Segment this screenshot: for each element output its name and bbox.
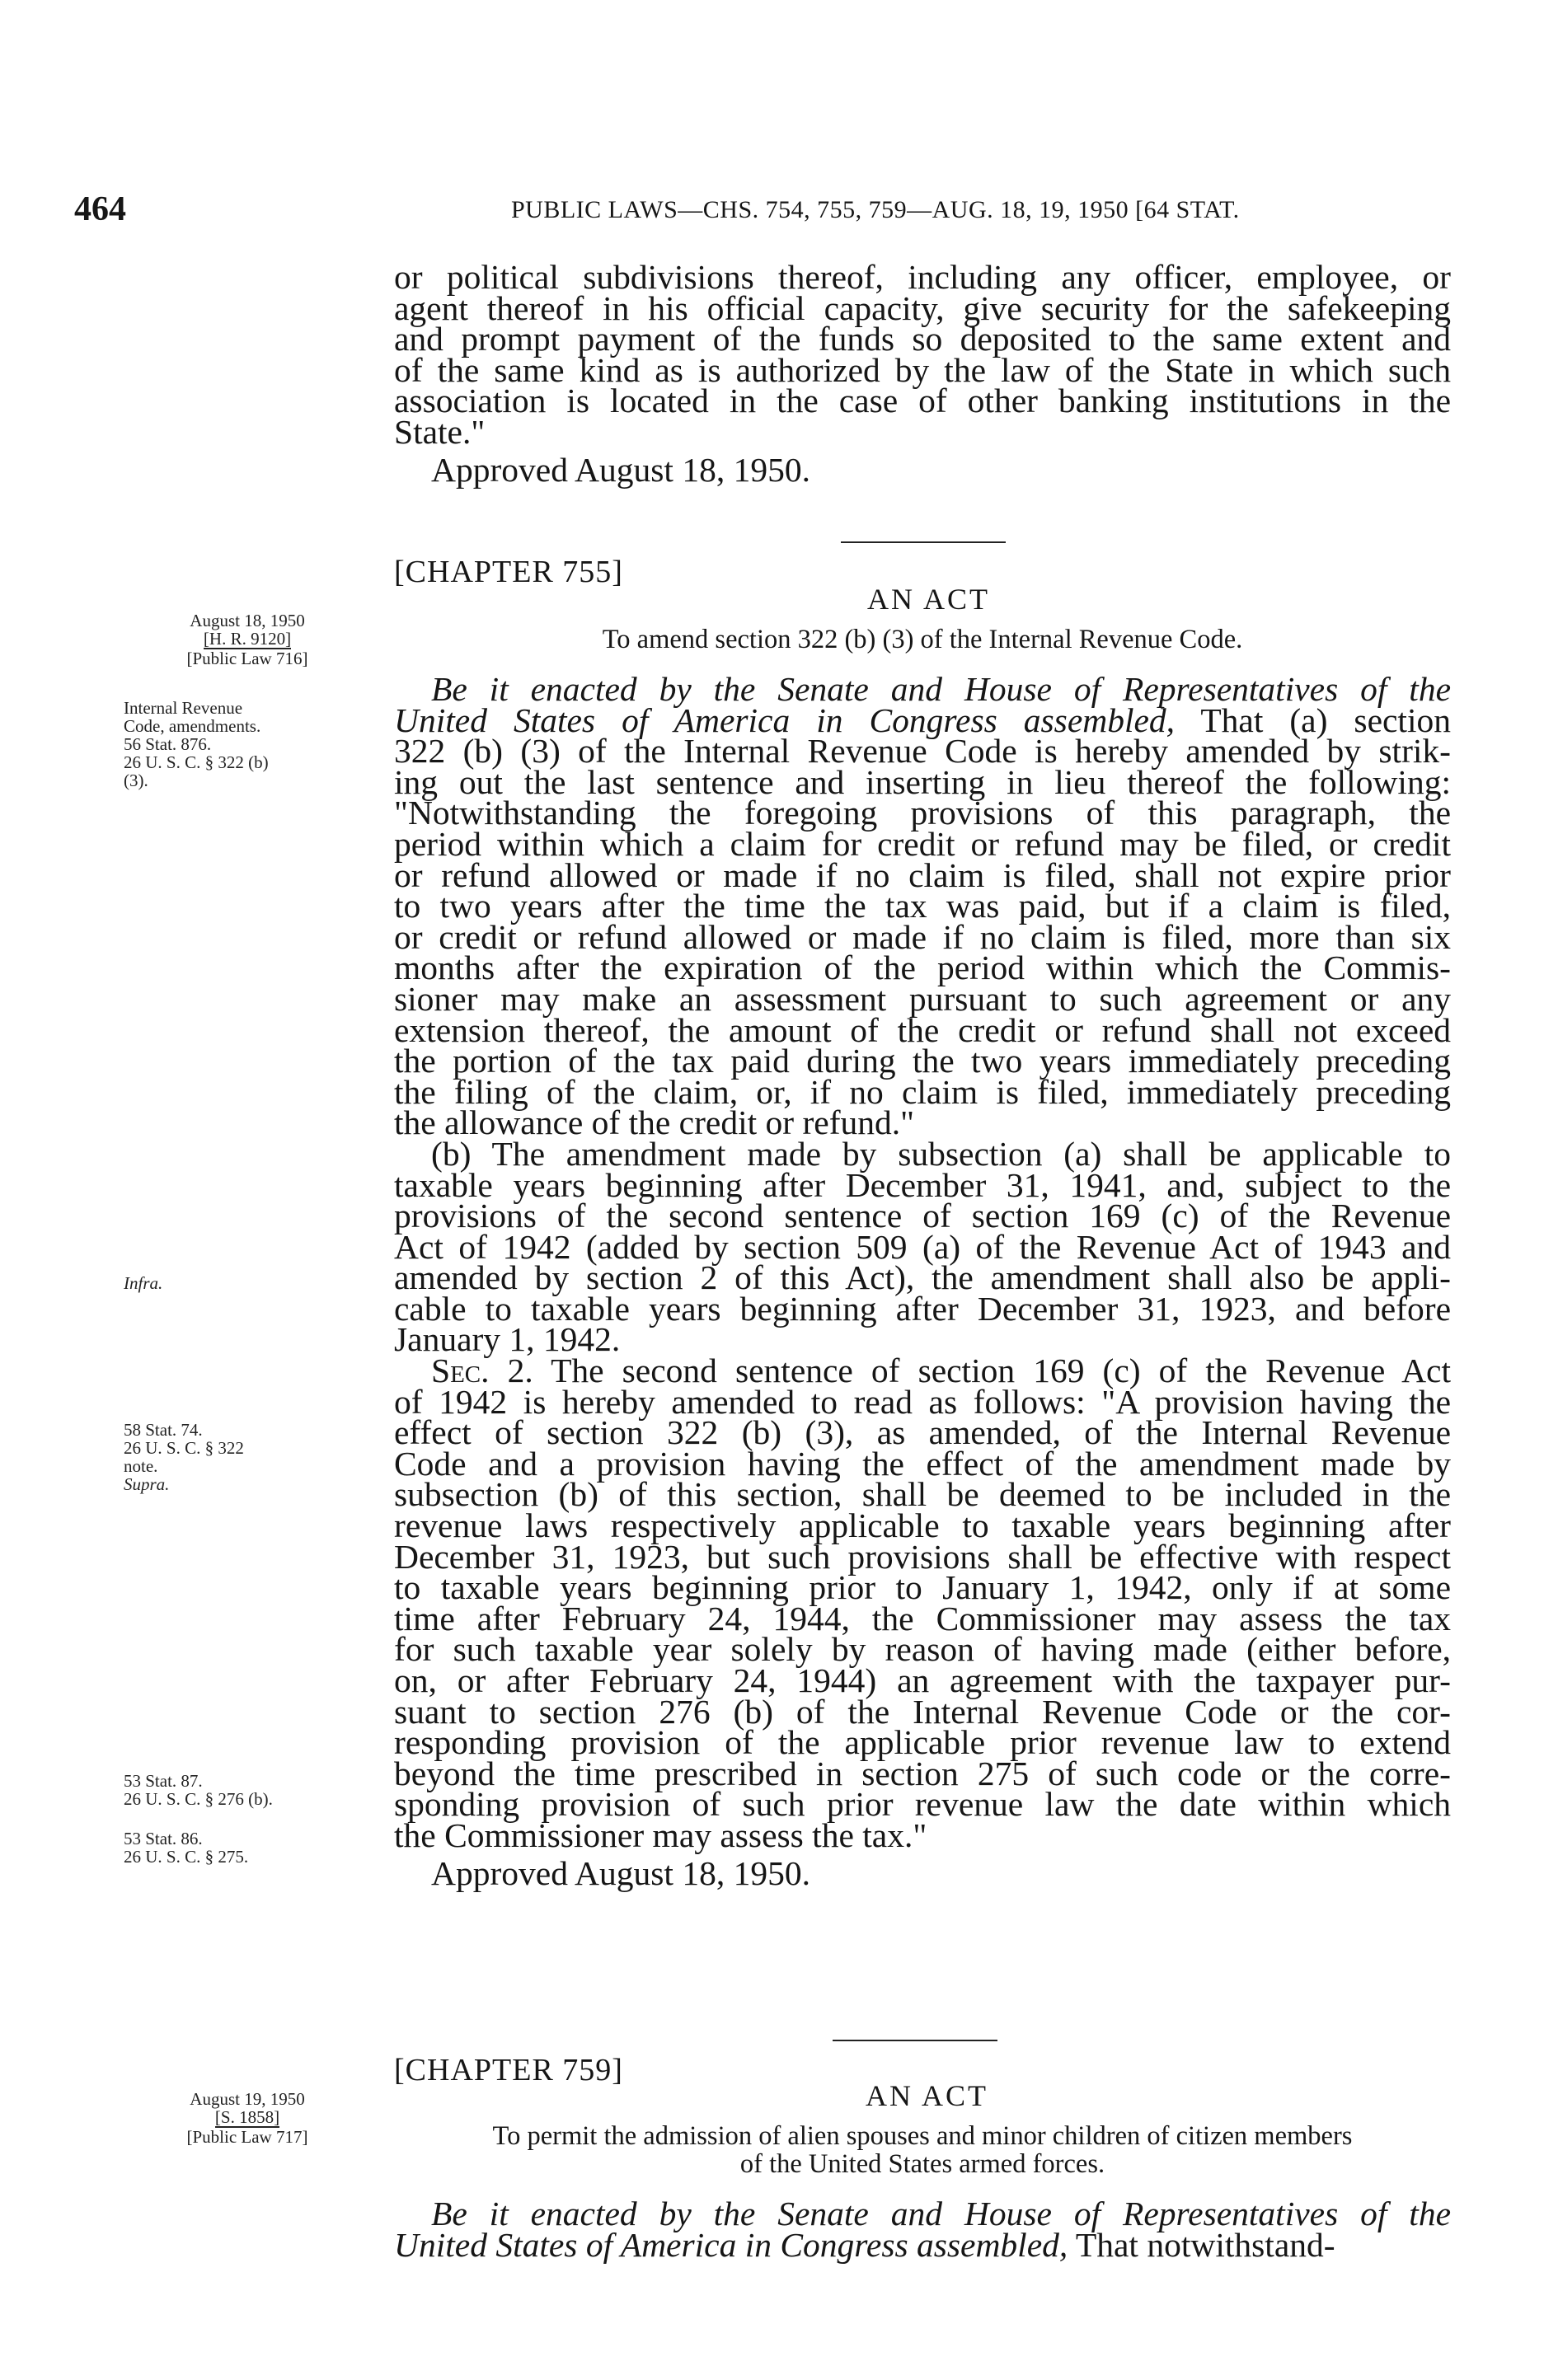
text-line: sioner may make an assessment pursuant to such agreement or any — [394, 979, 1451, 1018]
text-line: (b) The amendment made by subsection (a) shall be applicable to — [431, 1134, 1451, 1173]
margin-citation: 26 U. S. C. § 275. — [124, 1847, 249, 1867]
text-line: "Notwithstanding the foregoing provisions of this paragraph, the — [394, 794, 1451, 832]
running-head: PUBLIC LAWS—CHS. 754, 755, 759—AUG. 18, 19, 1950 [64 STAT. — [511, 196, 1240, 223]
margin-public-law: [Public Law 717] — [186, 2127, 308, 2147]
margin-public-law: [Public Law 716] — [186, 649, 308, 668]
text-line: the allowance of the credit or refund." — [394, 1103, 915, 1142]
section-rule — [833, 2040, 997, 2041]
margin-bill: [H. R. 9120] — [203, 629, 292, 649]
text-line: responding provision of the applicable prior revenue law to extend — [394, 1723, 1451, 1762]
an-act-heading: AN ACT — [867, 583, 991, 616]
approved-line: Approved August 18, 1950. — [431, 1853, 810, 1892]
text-line: revenue laws respectively applicable to taxable years beginning after — [394, 1506, 1451, 1545]
text-line: the portion of the tax paid during the two years immediately preceding — [394, 1042, 1451, 1080]
margin-citation: note. — [124, 1456, 158, 1476]
margin-bill: [S. 1858] — [214, 2107, 280, 2127]
margin-date: August 18, 1950 — [190, 611, 305, 630]
margin-citation: 53 Stat. 86. — [124, 1829, 203, 1848]
text-line: association is located in the case of other banking institutions in the — [394, 382, 1451, 420]
text-run: The second sentence of section 169 (c) of the Revenue Act — [551, 1352, 1451, 1390]
text-line: provisions of the second sentence of section 169 (c) of the Revenue — [394, 1197, 1451, 1235]
text-line: of 1942 is hereby amended to read as follows: "A provision having the — [394, 1382, 1451, 1421]
margin-note-bill — [124, 611, 371, 668]
text-line: State." — [394, 412, 486, 451]
margin-citation: 26 U. S. C. § 322 (b) — [124, 752, 269, 772]
margin-citation: 26 U. S. C. § 322 — [124, 1438, 244, 1458]
approved-line: Approved August 18, 1950. — [431, 450, 810, 489]
section-rule — [841, 541, 1006, 543]
text-line: time after February 24, 1944, the Commissioner may assess the tax — [394, 1599, 1451, 1637]
text-line: extension thereof, the amount of the credit or refund shall not exceed — [394, 1010, 1451, 1049]
text-line: period within which a claim for credit or refund may be filed, or credit — [394, 824, 1451, 863]
enacting-clause-line — [394, 2225, 1451, 2264]
text-line: of the same kind as is authorized by the law of the State in which such — [394, 350, 1451, 389]
chapter-759-body — [394, 2195, 1451, 2264]
section-a-start: That (a) section — [1200, 700, 1451, 739]
text-line: the Commissioner may assess the tax." — [394, 1815, 927, 1854]
margin-note-sec2 — [124, 1421, 371, 1493]
section-label: Sec. 2. — [431, 1352, 533, 1390]
margin-citation: (3). — [124, 771, 148, 790]
text-line: suant to section 276 (b) of the Internal Revenue Code or the cor- — [394, 1692, 1451, 1731]
text-line: taxable years beginning after December 31, 1941, and, subject to the — [394, 1165, 1451, 1204]
act-title: To amend section 322 (b) (3) of the Internal Revenue Code. — [602, 625, 1243, 654]
enacting-clause: Be it enacted by the Senate and House of Representatives of the — [431, 670, 1451, 708]
text-line: or political subdivisions thereof, including any officer, employee, or — [394, 258, 1451, 296]
chapter-heading: [CHAPTER 759] — [394, 2053, 623, 2087]
text-line: sponding provision of such prior revenue law the date within which — [394, 1785, 1451, 1824]
enacting-clause: United States of America in Congress assembled, — [394, 700, 1176, 739]
text-line: Act of 1942 (added by section 509 (a) of the Revenue Act of 1943 and — [394, 1227, 1451, 1266]
text-line: cable to taxable years beginning after December 31, 1923, and before — [394, 1289, 1451, 1328]
page-number: 464 — [74, 190, 126, 228]
margin-note-topic — [124, 699, 371, 789]
enacting-clause: United States of America in Congress assembled, — [394, 2225, 1068, 2264]
margin-citation: 53 Stat. 87. — [124, 1771, 203, 1791]
chapter-heading: [CHAPTER 755] — [394, 555, 623, 589]
text-line: effect of section 322 (b) (3), as amended, of the Internal Revenue — [394, 1413, 1451, 1452]
text-line: amended by section 2 of this Act), the amendment shall also be appli- — [394, 1258, 1451, 1297]
chapter-755-body — [394, 670, 1451, 1892]
margin-citation: 26 U. S. C. § 276 (b). — [124, 1789, 273, 1809]
text-line: beyond the time prescribed in section 275 of such code or the corre- — [394, 1754, 1451, 1792]
text-line: Code and a provision having the effect of the amendment made by — [394, 1444, 1451, 1483]
text-line: or refund allowed or made if no claim is filed, shall not expire prior — [394, 855, 1451, 894]
text-line: December 31, 1923, but such provisions shall be effective with respect — [394, 1537, 1451, 1576]
margin-citation: 58 Stat. 74. — [124, 1420, 203, 1440]
margin-topic: Internal Revenue — [124, 698, 243, 718]
margin-note-bill — [124, 2090, 371, 2146]
text-line: on, or after February 24, 1944) an agreement with the taxpayer pur- — [394, 1661, 1451, 1699]
enacting-clause: Be it enacted by the Senate and House of Representatives of the — [431, 2195, 1451, 2232]
text-line: for such taxable year solely by reason of having made (either before, — [394, 1630, 1451, 1669]
margin-date: August 19, 1950 — [190, 2089, 305, 2109]
margin-topic: Code, amendments. — [124, 716, 261, 736]
text-line: to two years after the time the tax was paid, but if a claim is filed, — [394, 887, 1451, 925]
an-act-heading: AN ACT — [866, 2079, 989, 2112]
text-line: and prompt payment of the funds so deposited to the same extent and — [394, 320, 1451, 358]
margin-note-275 — [124, 1830, 371, 1866]
text-run: That notwithstand- — [1075, 2225, 1335, 2264]
margin-citation: 56 Stat. 876. — [124, 734, 212, 754]
text-line: months after the expiration of the period within which the Commis- — [394, 949, 1451, 987]
act-title: of the United States armed forces. — [739, 2149, 1105, 2179]
text-line: agent thereof in his official capacity, give security for the safekeeping — [394, 288, 1451, 327]
text-line: subsection (b) of this section, shall be deemed to be included in the — [394, 1475, 1451, 1514]
text-line: or credit or refund allowed or made if no claim is filed, more than six — [394, 917, 1451, 956]
continuation-paragraph — [394, 258, 1451, 489]
margin-note-276 — [124, 1772, 371, 1808]
margin-infra: Infra. — [124, 1273, 163, 1293]
text-line: to taxable years beginning prior to January 1, 1942, only if at some — [394, 1568, 1451, 1607]
margin-supra: Supra. — [124, 1474, 170, 1494]
text-line: the filing of the claim, or, if no claim is filed, immediately preceding — [394, 1072, 1451, 1111]
act-title: To permit the admission of alien spouses and minor children of citizen members — [492, 2121, 1353, 2151]
text-line: January 1, 1942. — [394, 1320, 621, 1359]
text-line: 322 (b) (3) of the Internal Revenue Code is hereby amended by strik- — [394, 732, 1451, 771]
text-line: ing out the last sentence and inserting in lieu thereof the following: — [394, 762, 1451, 801]
